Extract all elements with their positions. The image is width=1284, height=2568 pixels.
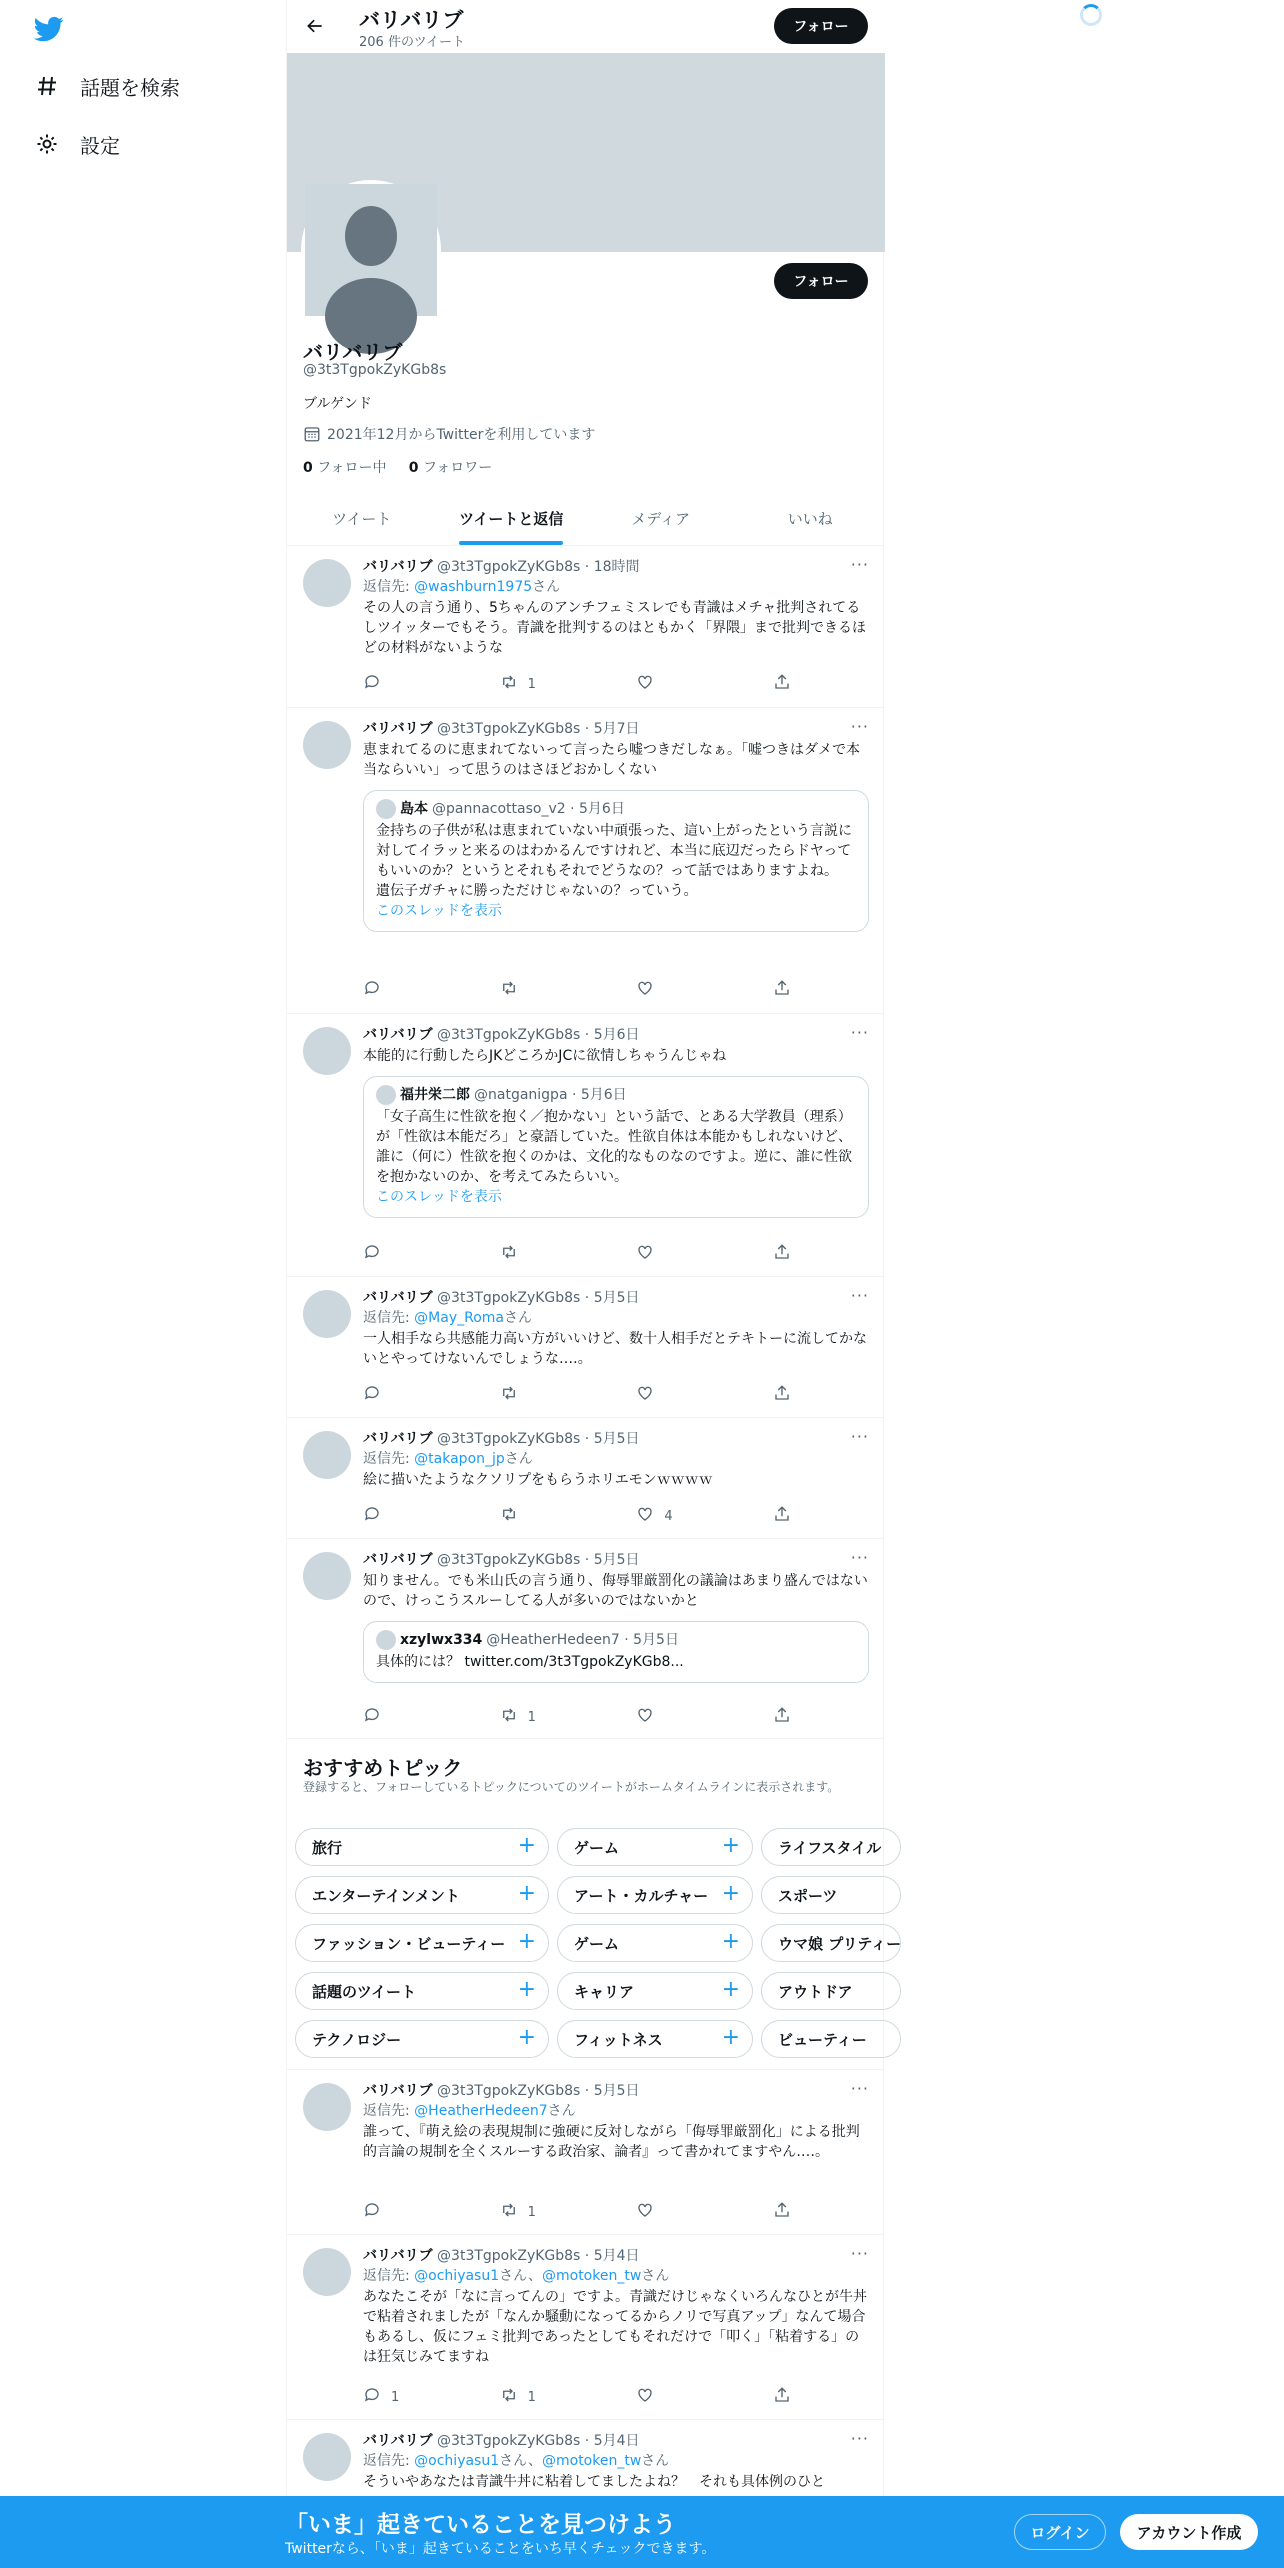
reply-icon (363, 1505, 381, 1527)
topic-label: ファッション・ビューティー (312, 1934, 506, 1953)
reply-mention-link[interactable]: @May_Roma (414, 1310, 504, 1326)
quoted-avatar (376, 1085, 396, 1105)
quoted-tweet[interactable] (363, 1076, 869, 1218)
heart-icon (636, 1505, 654, 1527)
topic-chip[interactable] (295, 1972, 549, 2010)
profile-handle: @3t3TgpokZyKGb8s (303, 362, 447, 378)
tweet-actions (363, 2386, 793, 2408)
tweet-meta: @3t3TgpokZyKGb8s · 5月5日 (437, 1552, 640, 1568)
reply-separator: さん、 (499, 2268, 542, 2284)
tweet-reply-to (363, 1449, 869, 1469)
header-tweet-count: 206 件のツイート (359, 35, 466, 50)
reply-button[interactable] (363, 673, 443, 695)
signup-prompt-bar (0, 2496, 1284, 2568)
tweet[interactable] (287, 547, 885, 708)
topic-chip[interactable] (761, 1972, 901, 2010)
like-button[interactable] (636, 1243, 716, 1265)
tweet-author-name[interactable]: バリバリブ (363, 2248, 433, 2264)
heart-icon (636, 1706, 654, 1728)
reply-button[interactable] (363, 1505, 443, 1527)
quoted-author-name: xzylwx334 (400, 1632, 483, 1648)
like-button[interactable] (636, 1706, 716, 1728)
tab-media[interactable]: メディア (631, 510, 691, 528)
retweet-icon (500, 2386, 518, 2408)
retweet-button[interactable] (500, 673, 580, 695)
share-button[interactable] (773, 2386, 793, 2408)
profile-follow-stats (303, 457, 492, 477)
plus-icon: + (721, 2025, 740, 2050)
gear-icon (34, 131, 60, 157)
reply-prefix: 返信先: (363, 2103, 415, 2119)
tweet-reply-to (363, 1308, 869, 1328)
quoted-avatar (376, 799, 396, 819)
tweet[interactable] (287, 2071, 885, 2235)
topic-label: 旅行 (312, 1838, 343, 1857)
tweet-actions (363, 673, 793, 695)
share-button[interactable] (773, 979, 793, 1001)
topic-chip[interactable] (761, 1876, 901, 1914)
share-button[interactable] (773, 2201, 793, 2223)
retweet-button[interactable] (500, 1384, 580, 1406)
topic-label: アウトドア (778, 1982, 853, 2001)
tweet-text: そういやあなたは青識牛丼に粘着してましたよね？ それも具体例のひと (363, 2474, 825, 2490)
reply-suffix: さん (641, 2268, 670, 2284)
retweet-icon (500, 979, 518, 1001)
plus-icon: + (721, 1833, 740, 1858)
topic-chip[interactable] (761, 1828, 901, 1866)
quoted-text: 具体的には？ twitter.com/3t3TgpokZyKGb8... (376, 1654, 684, 1670)
reply-prefix: 返信先: (363, 2453, 415, 2469)
reply-icon (363, 979, 381, 1001)
tweet[interactable] (287, 709, 885, 1014)
reply-suffix: さん (547, 2103, 576, 2119)
like-button[interactable] (636, 979, 716, 1001)
reply-mention-link[interactable]: @HeatherHedeen7 (414, 2103, 548, 2119)
topics-title: おすすめトピック (303, 1756, 463, 1780)
tweet-meta: @3t3TgpokZyKGb8s · 5月5日 (437, 1431, 640, 1447)
tweet-text: その人の言う通り、5ちゃんのアンチフェミスレでも青識はメチャ批判されてるしツイッターでもそう。青識を批判するのはともかく「界隈」まで批判できるほどの材料がないような (363, 600, 867, 656)
retweet-icon (500, 673, 518, 695)
topic-chip[interactable] (557, 1972, 753, 2010)
retweet-icon (500, 2201, 518, 2223)
tab-tweets[interactable]: ツイート (332, 510, 392, 528)
reply-suffix: さん (504, 1310, 532, 1326)
tweet-meta: @3t3TgpokZyKGb8s · 18時間 (437, 559, 640, 575)
tweet[interactable] (287, 2236, 885, 2420)
like-button[interactable] (636, 1384, 716, 1406)
share-icon (773, 673, 791, 695)
topic-chip[interactable] (557, 1876, 753, 1914)
reply-prefix: 返信先: (363, 579, 415, 595)
tweet-author-name[interactable]: バリバリブ (363, 1431, 433, 1447)
reply-button[interactable] (363, 1243, 443, 1265)
tweet-author-name[interactable]: バリバリブ (363, 721, 433, 737)
tweet-author-name[interactable]: バリバリブ (363, 1552, 433, 1568)
tweet-reply-to (363, 2451, 869, 2471)
retweet-button[interactable] (500, 979, 580, 1001)
topic-label: ビューティー (778, 2030, 867, 2049)
recommended-topics (287, 1740, 902, 2070)
following-link[interactable] (303, 460, 387, 476)
nav-explore[interactable] (34, 66, 180, 106)
like-button[interactable] (636, 1505, 716, 1527)
tweet-meta: @3t3TgpokZyKGb8s · 5月4日 (437, 2433, 640, 2449)
reply-icon (363, 2386, 381, 2408)
reply-icon (363, 1384, 381, 1406)
profile-tabs (287, 492, 885, 546)
reply-prefix: 返信先: (363, 1451, 415, 1467)
plus-icon: + (721, 1881, 740, 1906)
share-button[interactable] (773, 1706, 793, 1728)
quoted-meta: @HeatherHedeen7 · 5月5日 (486, 1632, 679, 1648)
tweet-avatar[interactable] (303, 2248, 351, 2296)
retweet-count: 1 (527, 2204, 536, 2220)
heart-icon (636, 1384, 654, 1406)
quoted-text: 金持ちの子供が私は恵まれていない中頑張った、這い上がったという言説に対してイラッと来るのはわかるんですけれど、本当に底辺だったらドヤってもいいのか？というとそれもそれでどうなの？って話ではありますよね。 (376, 823, 852, 879)
tweet-text: 誰って、『萌え絵の表現規制に強硬に反対しながら「侮辱罪厳罰化」による批判的言論の規制を全くスルーする政治家、論者』って書かれてますやん‥‥。 (363, 2124, 860, 2160)
quoted-meta: @pannacottaso_v2 · 5月6日 (432, 801, 625, 817)
reply-button[interactable] (363, 979, 443, 1001)
share-button[interactable] (773, 1505, 793, 1527)
share-icon (773, 1243, 791, 1265)
tweet[interactable] (287, 1540, 885, 1739)
reply-separator: さん、 (499, 2453, 542, 2469)
quoted-author-name: 福井栄二郎 (400, 1087, 470, 1103)
topic-label: キャリア (574, 1982, 635, 2001)
topic-label: テクノロジー (312, 2030, 402, 2049)
nav-settings-label: 設定 (80, 133, 120, 158)
tweet-meta: @3t3TgpokZyKGb8s · 5月5日 (437, 2083, 640, 2099)
heart-icon (636, 2386, 654, 2408)
profile-join-date (303, 424, 595, 444)
tab-likes[interactable]: いいね (787, 510, 833, 528)
tweet-meta: @3t3TgpokZyKGb8s · 5月7日 (437, 721, 640, 737)
topic-chip[interactable] (295, 2020, 549, 2058)
reply-button[interactable] (363, 2201, 443, 2223)
topic-label: エンターテインメント (312, 1886, 460, 1905)
reply-button[interactable] (363, 1706, 443, 1728)
twitter-logo-icon[interactable] (32, 14, 66, 44)
topic-label: ゲーム (574, 1934, 620, 1953)
topic-label: ウマ娘 プリティー (778, 1934, 902, 1953)
tweet-actions (363, 979, 793, 1001)
reply-button[interactable] (363, 2386, 443, 2408)
more-options-icon[interactable]: ··· (850, 1427, 869, 1446)
tweet-author-name[interactable]: バリバリブ (363, 1290, 433, 1306)
retweet-button[interactable] (500, 2201, 580, 2223)
share-button[interactable] (773, 673, 793, 695)
tweet-text: 一人相手なら共感能力高い方がいいけど、数十人相手だとテキトーに流してかないとやってけないんでしょうな‥‥。 (363, 1331, 867, 1367)
more-options-icon[interactable]: ··· (850, 1286, 869, 1305)
profile-join-label: 2021年12月からTwitterを利用しています (327, 427, 596, 443)
retweet-button[interactable] (500, 1243, 580, 1265)
show-thread-link[interactable]: このスレッドを表示 (376, 903, 502, 919)
profile-avatar[interactable] (301, 180, 441, 320)
reply-icon (363, 2201, 381, 2223)
plus-icon: + (517, 1833, 536, 1858)
tweet-author-name[interactable]: バリバリブ (363, 559, 433, 575)
tweet-text: 本能的に行動したらJKどころかJCに欲情しちゃうんじゃね (363, 1048, 727, 1064)
plus-icon: + (721, 1929, 740, 1954)
heart-icon (636, 673, 654, 695)
retweet-icon (500, 1243, 518, 1265)
tweet-author-name[interactable]: バリバリブ (363, 2083, 433, 2099)
profile-bio: ブルゲンド (303, 396, 372, 412)
topic-chip[interactable] (295, 1828, 549, 1866)
reply-mention-link-2[interactable]: @motoken_tw (541, 2268, 642, 2284)
header-follow-button[interactable]: フォロー (774, 8, 868, 44)
retweet-icon (500, 1706, 518, 1728)
topic-chip[interactable] (557, 1828, 753, 1866)
more-options-icon[interactable]: ··· (850, 1023, 869, 1042)
retweet-button[interactable] (500, 1505, 580, 1527)
tweet-avatar[interactable] (303, 1290, 351, 1338)
plus-icon: + (517, 1977, 536, 2002)
calendar-icon (303, 425, 321, 443)
plus-icon: + (517, 1929, 536, 1954)
tweet-actions (363, 1243, 793, 1265)
reply-mention-link-2[interactable]: @motoken_tw (541, 2453, 642, 2469)
topic-chip[interactable] (761, 2020, 901, 2058)
retweet-count: 1 (527, 676, 536, 692)
retweet-icon (500, 1384, 518, 1406)
tweet-text: あなたこそが「なに言ってんの」ですよ。青識だけじゃなくいろんなひとが牛丼で粘着されましたが「なんか騒動になってるからノリで写真アップ」なんて場合もあるし、仮にフェミ批判であったとしてもそれだけで「叩く」「粘着する」のは狂気じみてますね (363, 2289, 867, 2365)
hashtag-icon (34, 73, 60, 99)
more-options-icon[interactable]: ··· (850, 555, 869, 574)
share-button[interactable] (773, 1243, 793, 1265)
share-icon (773, 979, 791, 1001)
quoted-tweet[interactable] (363, 790, 869, 932)
tweet-reply-to (363, 2266, 869, 2286)
heart-icon (636, 979, 654, 1001)
topic-label: スポーツ (778, 1886, 838, 1905)
quoted-author-name: 島本 (400, 801, 428, 817)
tweet-avatar[interactable] (303, 559, 351, 607)
reply-button[interactable] (363, 1384, 443, 1406)
reply-mention-link[interactable]: @washburn1975 (414, 579, 533, 595)
tweet-meta: @3t3TgpokZyKGb8s · 5月4日 (437, 2248, 640, 2264)
loading-spinner-icon (1080, 4, 1102, 26)
tweet-author-name[interactable]: バリバリブ (363, 2433, 433, 2449)
more-options-icon[interactable]: ··· (850, 1548, 869, 1567)
quoted-text-2: 遺伝子ガチャに勝っただけじゃないの？っていう。 (376, 883, 698, 899)
tweet-avatar[interactable] (303, 2433, 351, 2481)
plus-icon: + (721, 1977, 740, 2002)
topic-label: ゲーム (574, 1838, 620, 1857)
topic-chip[interactable] (761, 1924, 901, 1962)
reply-icon (363, 1706, 381, 1728)
nav-explore-label: 話題を検索 (80, 75, 180, 100)
topic-chip[interactable] (295, 1924, 549, 1962)
retweet-count: 1 (527, 2389, 536, 2405)
reply-count: 1 (391, 2389, 400, 2405)
share-button[interactable] (773, 1384, 793, 1406)
profile-column (286, 0, 902, 2568)
tweet-avatar[interactable] (303, 721, 351, 769)
reply-suffix: さん (641, 2453, 670, 2469)
tweet-avatar[interactable] (303, 1552, 351, 1600)
topics-subtitle: 登録すると、フォローしているトピックについてのツイートがホームタイムラインに表示されます。 (303, 1780, 840, 1794)
reply-mention-link[interactable]: @ochiyasu1 (414, 2268, 500, 2284)
share-icon (773, 2386, 791, 2408)
tweet-author-name[interactable]: バリバリブ (363, 1027, 433, 1043)
retweet-button[interactable] (500, 2386, 580, 2408)
topic-chip[interactable] (557, 2020, 753, 2058)
tweet-meta: @3t3TgpokZyKGb8s · 5月5日 (437, 1290, 640, 1306)
quoted-meta: @natganigpa · 5月6日 (474, 1087, 627, 1103)
tweet-reply-to (363, 577, 869, 597)
reply-suffix: さん (504, 1451, 533, 1467)
profile-follow-button[interactable]: フォロー (774, 263, 868, 299)
topic-chip[interactable] (557, 1924, 753, 1962)
like-button[interactable] (636, 2201, 716, 2223)
show-thread-link[interactable]: このスレッドを表示 (376, 1189, 502, 1205)
tweet-avatar[interactable] (303, 1431, 351, 1479)
login-button[interactable]: ログイン (1014, 2514, 1106, 2550)
signup-prompt-subtitle: Twitterなら、「いま」起きていることをいち早くチェックできます。 (285, 2541, 716, 2557)
tweet-actions (363, 1706, 793, 1728)
header-profile-name: バリバリブ (359, 8, 464, 32)
reply-prefix: 返信先: (363, 2268, 415, 2284)
retweet-icon (500, 1505, 518, 1527)
profile-header-bar (287, 0, 885, 53)
reply-mention-link[interactable]: @takapon_jp (414, 1451, 505, 1467)
tweet-avatar[interactable] (303, 2083, 351, 2131)
heart-icon (636, 1243, 654, 1265)
share-icon (773, 1706, 791, 1728)
tweet-text: 恵まれてるのに恵まれてないって言ったら嘘つきだしなぁ。「嘘つきはダメで本当ならいい」って思うのはさほどおかしくない (363, 742, 860, 778)
like-count: 4 (664, 1508, 673, 1524)
nav-settings[interactable] (34, 124, 120, 164)
tweet-text: 知りません。でも米山氏の言う通り、侮辱罪厳罰化の議論はあまり盛んではないので、けっこうスルーしてる人が多いのではないかと (363, 1573, 868, 1609)
like-button[interactable] (636, 673, 716, 695)
tweet[interactable] (287, 1419, 885, 1539)
topic-chip[interactable] (295, 1876, 549, 1914)
followers-count: 0 (408, 460, 419, 476)
tweet-avatar[interactable] (303, 1027, 351, 1075)
tweet[interactable] (287, 1015, 885, 1277)
share-icon (773, 1505, 791, 1527)
more-options-icon[interactable]: ··· (850, 2079, 869, 2098)
like-button[interactable] (636, 2386, 716, 2408)
reply-icon (363, 1243, 381, 1265)
more-options-icon[interactable]: ··· (850, 2429, 869, 2448)
topic-label: ライフスタイル (778, 1838, 882, 1857)
tweet-text: 絵に描いたようなクソリプをもらうホリエモンｗｗｗｗ (363, 1472, 713, 1488)
quoted-tweet[interactable] (363, 1621, 869, 1683)
plus-icon: + (517, 1881, 536, 1906)
more-options-icon[interactable]: ··· (850, 717, 869, 736)
plus-icon: + (517, 2025, 536, 2050)
signup-prompt-title: 「いま」起きていることを見つけよう (285, 2512, 676, 2538)
followers-label: フォロワー (422, 460, 493, 476)
following-label: フォロー中 (317, 460, 387, 476)
more-options-icon[interactable]: ··· (850, 2244, 869, 2263)
tweet-actions (363, 1384, 793, 1406)
tweet[interactable] (287, 1278, 885, 1418)
tweet-reply-to (363, 2101, 869, 2121)
tweet-meta: @3t3TgpokZyKGb8s · 5月6日 (437, 1027, 640, 1043)
reply-mention-link[interactable]: @ochiyasu1 (414, 2453, 500, 2469)
share-icon (773, 2201, 791, 2223)
retweet-count: 1 (527, 1709, 536, 1725)
topic-label: フィットネス (574, 2030, 663, 2049)
heart-icon (636, 2201, 654, 2223)
tab-tweets-and-replies[interactable]: ツイートと返信 (437, 492, 587, 545)
reply-prefix: 返信先: (363, 1310, 415, 1326)
back-arrow-icon[interactable] (301, 12, 329, 40)
topic-label: 話題のツイート (312, 1982, 416, 2001)
reply-icon (363, 673, 381, 695)
followers-link[interactable] (409, 460, 493, 476)
tweet-actions (363, 2201, 793, 2223)
share-icon (773, 1384, 791, 1406)
signup-button[interactable]: アカウント作成 (1120, 2514, 1258, 2550)
reply-suffix: さん (532, 579, 561, 595)
quoted-text: 「女子高生に性欲を抱く／抱かない」という話で、とある大学教員（理系）が「性欲は本能だろ」と豪語していた。性欲自体は本能かもしれないけど、誰に（何に）性欲を抱くのかは、文化的なものなのですよ。逆に、誰に性欲を抱かないのか、を考えてみたらいい。 (376, 1109, 852, 1185)
retweet-button[interactable] (500, 1706, 580, 1728)
profile-name: バリバリブ (303, 340, 403, 364)
quoted-avatar (376, 1630, 396, 1650)
tweet-actions (363, 1505, 793, 1527)
following-count: 0 (303, 460, 313, 476)
topic-label: アート・カルチャー (574, 1886, 709, 1905)
